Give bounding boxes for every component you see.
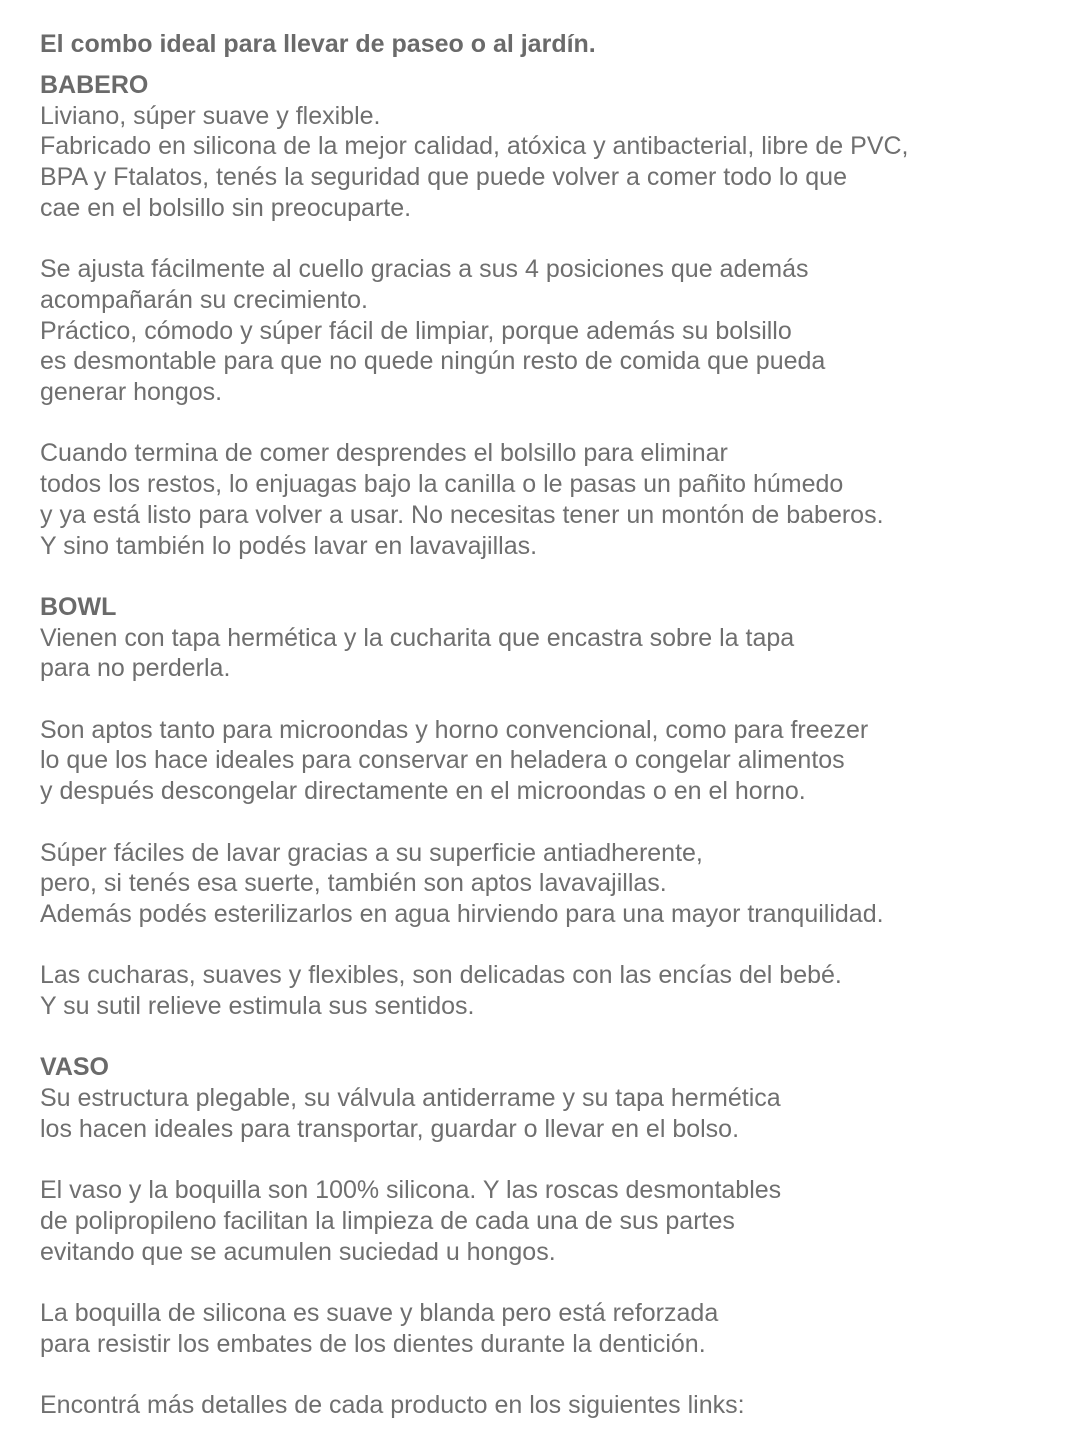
text-line: Cuando termina de comer desprendes el bolsillo para eliminar [40,439,728,468]
text-line: Súper fáciles de lavar gracias a su superficie antiadherente, [40,838,703,867]
text-line: y ya está listo para volver a usar. No necesitas tener un montón de baberos. [40,500,884,529]
text-line: y después descongelar directamente en el microondas o en el horno. [40,777,806,806]
text-line: Se ajusta fácilmente al cuello gracias a sus 4 posiciones que además [40,255,809,284]
text-line: Su estructura plegable, su válvula antiderrame y su tapa hermética [40,1084,781,1113]
intro-heading: El combo ideal para llevar de paseo o al jardín. [40,30,596,58]
text-line: Y sino también lo podés lavar en lavavajillas. [40,531,538,560]
text-line: los hacen ideales para transportar, guardar o llevar en el bolso. [40,1114,740,1143]
text-line: Además podés esterilizarlos en agua hirviendo para una mayor tranquilidad. [40,899,884,928]
sections-container [40,70,1060,1421]
text-line: BPA y Ftalatos, tenés la seguridad que puede volver a comer todo lo que [40,163,847,192]
text-line: cae en el bolsillo sin preocuparte. [40,193,412,222]
section-title: BOWL [40,592,117,621]
text-line: El vaso y la boquilla son 100% silicona. Y las roscas desmontables [40,1176,782,1205]
text-line: Son aptos tanto para microondas y horno convencional, como para freezer [40,715,869,744]
text-line: es desmontable para que no quede ningún resto de comida que pueda [40,347,826,376]
text-line: generar hongos. [40,378,223,407]
paragraph [40,101,1060,224]
text-line: acompañarán su crecimiento. [40,285,368,314]
text-line: para no perderla. [40,654,231,683]
paragraph [40,1390,1060,1421]
paragraph [40,960,1060,1021]
section-title: BABERO [40,71,149,99]
section-vaso [40,1052,1060,1420]
paragraph [40,1083,1060,1144]
text-line: todos los restos, lo enjuagas bajo la canilla o le pasas un pañito húmedo [40,470,844,499]
paragraph [40,623,1060,684]
paragraph [40,1175,1060,1267]
paragraph [40,438,1060,561]
section-title: VASO [40,1053,109,1082]
paragraph [40,254,1060,408]
text-line: Fabricado en silicona de la mejor calidad, atóxica y antibacterial, libre de PVC, [40,132,909,161]
text-line: Y su sutil relieve estimula sus sentidos. [40,992,475,1020]
paragraph [40,1298,1060,1359]
text-line: pero, si tenés esa suerte, también son aptos lavavajillas. [40,869,667,898]
section-babero [40,70,1060,561]
paragraph [40,838,1060,930]
text-line: Liviano, súper suave y flexible. [40,101,381,130]
text-line: Encontrá más detalles de cada producto en los siguientes links: [40,1391,745,1420]
text-line: evitando que se acumulen suciedad u hongos. [40,1237,556,1266]
paragraph [40,715,1060,807]
text-line: Las cucharas, suaves y flexibles, son delicadas con las encías del bebé. [40,961,842,990]
text-line: La boquilla de silicona es suave y blanda pero está reforzada [40,1298,719,1327]
text-line: para resistir los embates de los dientes durante la dentición. [40,1329,706,1358]
text-line: de polipropileno facilitan la limpieza de cada una de sus partes [40,1206,735,1235]
section-bowl [40,592,1060,1022]
text-line: Práctico, cómodo y súper fácil de limpiar, porque además su bolsillo [40,316,792,345]
text-line: lo que los hace ideales para conservar en heladera o congelar alimentos [40,746,845,775]
text-line: Vienen con tapa hermética y la cucharita que encastra sobre la tapa [40,623,795,652]
